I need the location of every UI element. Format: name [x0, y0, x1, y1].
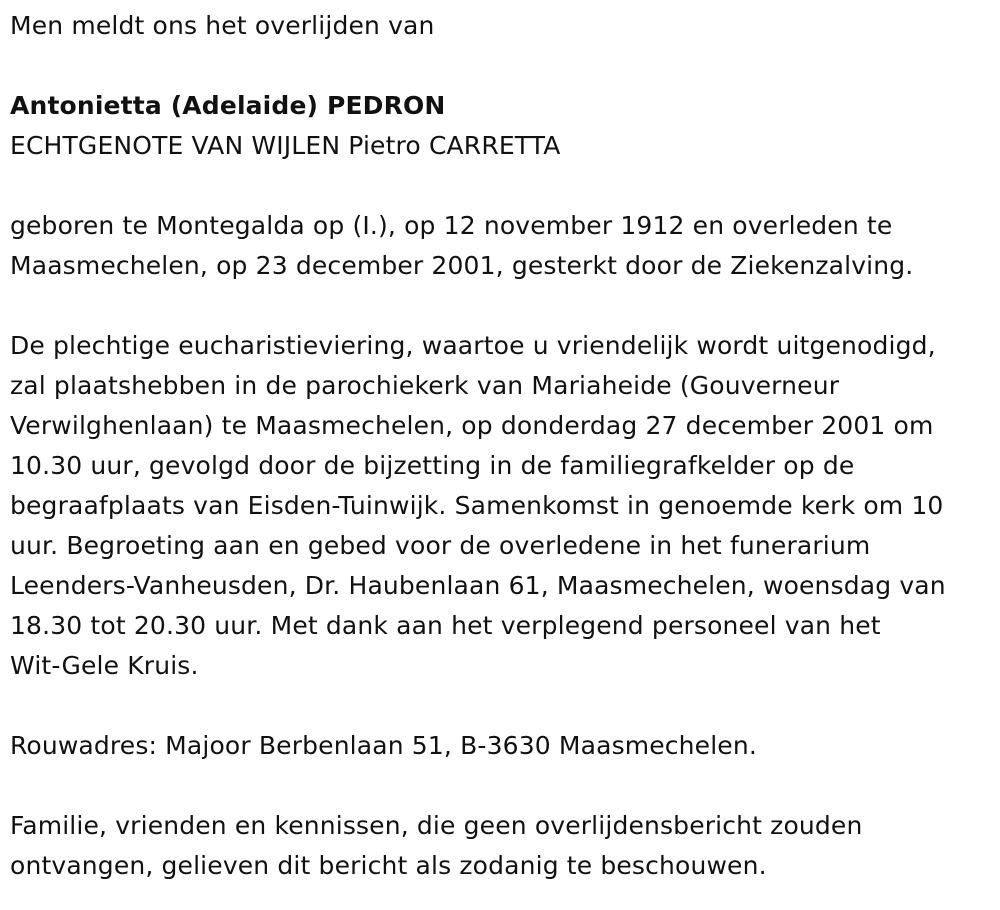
spacer — [10, 46, 996, 86]
text-line: 18.30 tot 20.30 uur. Met dank aan het verplegend personeel van het — [10, 611, 881, 640]
text-line: De plechtige eucharistieviering, waartoe u vriendelijk wordt uitgenodigd, — [10, 331, 936, 360]
text-line: zal plaatshebben in de parochiekerk van Mariaheide (Gouverneur — [10, 371, 840, 400]
text-line: Wit-Gele Kruis. — [10, 651, 199, 680]
text-line: Maasmechelen, op 23 december 2001, gesterkt door de Ziekenzalving. — [10, 251, 914, 280]
text-line: uur. Begroeting aan en gebed voor de overledene in het funerarium — [10, 531, 871, 560]
text-line: Verwilghenlaan) te Maasmechelen, op donderdag 27 december 2001 om — [10, 411, 934, 440]
text-line: Familie, vrienden en kennissen, die geen overlijdensbericht zouden — [10, 811, 863, 840]
spacer — [10, 766, 996, 806]
mourning-address: Rouwadres: Majoor Berbenlaan 51, B-3630 Maasmechelen. — [10, 731, 757, 760]
text-line: Leenders-Vanheusden, Dr. Haubenlaan 61, Maasmechelen, woensdag van — [10, 571, 946, 600]
text-line: 10.30 uur, gevolgd door de bijzetting in de familiegrafkelder op de — [10, 451, 855, 480]
spacer — [10, 166, 996, 206]
spacer — [10, 286, 996, 326]
obituary-notice — [10, 6, 996, 886]
intro-text: Men meldt ons het overlijden van — [10, 11, 435, 40]
text-line: begraafplaats van Eisden-Tuinwijk. Samenkomst in genoemde kerk om 10 — [10, 491, 944, 520]
spacer — [10, 686, 996, 726]
birth-death-paragraph — [10, 206, 996, 286]
spouse-line: ECHTGENOTE VAN WIJLEN Pietro CARRETTA — [10, 131, 561, 160]
ceremony-paragraph — [10, 326, 996, 686]
closing-paragraph — [10, 806, 996, 886]
deceased-name: Antonietta (Adelaide) PEDRON — [10, 91, 446, 120]
text-line: ontvangen, gelieven dit bericht als zodanig te beschouwen. — [10, 851, 767, 880]
text-line: geboren te Montegalda op (I.), op 12 november 1912 en overleden te — [10, 211, 893, 240]
